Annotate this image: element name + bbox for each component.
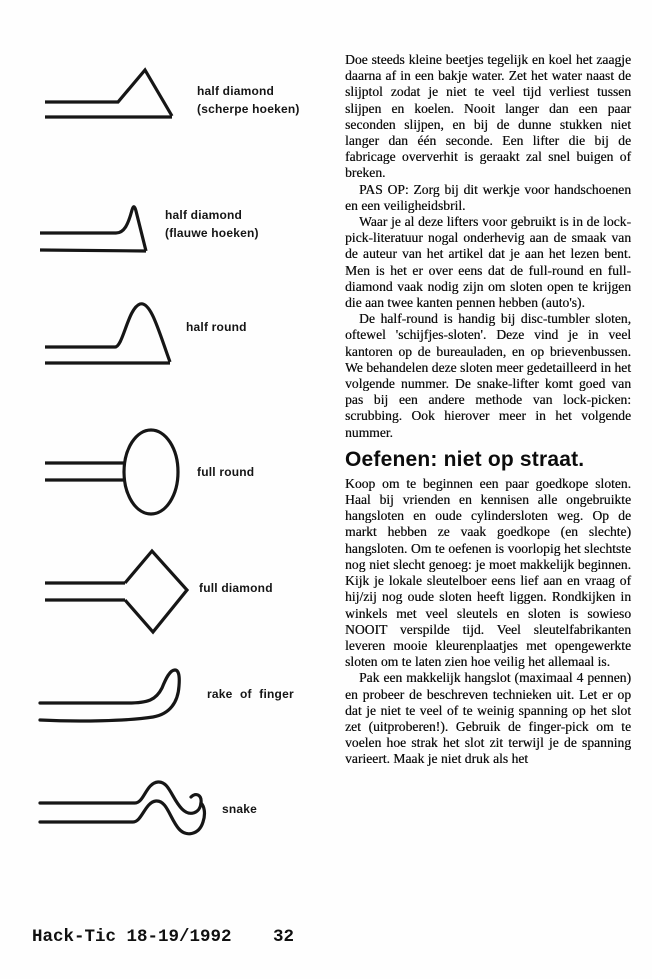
paragraph-practice-locks: Koop om te beginnen een paar goedkope sloten. Haal bij vrienden en kennisen alle ongebruikte hangsloten en oude cylindersloten weg. Op de markt hebben ze vaak goedkope (en slechte) hangsloten. Om te oefenen is voorlopig het slechtste nog niet slecht genoeg: je moet makkelijk beginnen. Kijk je lokale sleutelboer eens lief aan en vraag of hij/zij nog oude sloten heeft liggen. Rondkijken in winkels met veel sleutels en sloten is sowieso NOOIT verspilde tijd. Veel sleutelfabrikanten leveren mooie kleurenplaatjes met opengewerkte sloten om te laten zien hoe veilig het allemaal is. <box>345 475 631 670</box>
full-round-drawing <box>43 427 183 519</box>
pick-figure-half-diamond-sharp <box>43 66 175 120</box>
pick-label-line1: rake of finger <box>207 687 294 701</box>
snake-drawing <box>38 775 210 847</box>
page-footer <box>32 927 622 947</box>
pick-label-line1: full diamond <box>199 581 273 595</box>
pick-figure-full-round <box>43 427 183 519</box>
pick-label-line1: half round <box>186 320 247 334</box>
pick-figure-half-diamond-blunt <box>38 198 150 256</box>
section-heading: Oefenen: niet op straat. <box>345 447 585 471</box>
pick-label-full-round <box>197 463 254 481</box>
pick-label-rake <box>207 685 294 703</box>
pick-label-line1: full round <box>197 465 255 479</box>
pick-figure-rake <box>38 666 188 726</box>
footer-page-number: 32 <box>273 927 295 947</box>
article-column <box>345 52 631 768</box>
paragraph-half-round-snake: De half-round is handig bij disc-tumbler sloten, oftewel 'schijfjes-sloten'. Deze vind je in veel kantoren op de bureauladen, en op brievenbussen. We behandelen deze sloten meer gedetailleerd in het volgende nummer. De snake-lifter komt goed van pas bij een andere methode van lock-picken: scrubbing. Ook hierover meer in het volgende nummer. <box>345 311 631 440</box>
paragraph-lifter-usage: Waar je al deze lifters voor gebruikt is in de lock-pick-literatuur nogal onderhevig aan de smaak van de auteur van het artikel dat je aan het lezen bent. Men is het er over eens dat de full-round en full-diamond vaak nodig zijn om sloten open te krijgen die aan twee kanten pennen hebben (auto's). <box>345 214 631 311</box>
pick-label-line2: (scherpe hoeken) <box>197 102 300 116</box>
full-diamond-drawing <box>43 548 191 636</box>
pick-label-full-diamond <box>199 579 273 597</box>
pick-label-line1: half diamond <box>165 208 243 222</box>
footer-issue: Hack-Tic 18-19/1992 <box>32 927 232 947</box>
rake-drawing <box>38 666 188 726</box>
pick-figure-full-diamond <box>43 548 191 636</box>
pick-label-snake <box>222 800 257 818</box>
pick-label-line1: half diamond <box>197 84 275 98</box>
pick-label-half-diamond-sharp <box>197 82 300 118</box>
paragraph-easy-padlock: Pak een makkelijk hangslot (maximaal 4 pennen) en probeer de beschreven technieken uit. Let er op dat je niet te veel of te weinig spanning op het slot zet (uitproberen!). Gebruik de finger-pick om te voelen hoe strak het slot zit terwijl je de spanning varieert. Maak je niet druk als het <box>345 670 631 767</box>
paragraph-grinding-cooling: Doe steeds kleine beetjes tegelijk en koel het zaagje daarna af in een bakje water. Zet het water naast de slijptol zodat je niet te veel tijd verliest tussen slijpen en koelen. Nooit langer dan een paar seconden slijpen, en bij de dunne stukken niet langer dan één seconde. Een lifter die bij de fabricage oververhit is geraakt zal snel buigen of breken. <box>345 52 631 181</box>
half-diamond-blunt-drawing <box>38 198 150 256</box>
pick-label-half-round <box>186 318 247 336</box>
half-round-drawing <box>43 300 173 366</box>
paragraph-warning: PAS OP: Zorg bij dit werkje voor handschoenen en een veiligheidsbril. <box>345 181 631 213</box>
pick-figure-half-round <box>43 300 173 366</box>
pick-label-line2: (flauwe hoeken) <box>165 226 259 240</box>
half-diamond-sharp-drawing <box>43 66 175 120</box>
pick-figure-snake <box>38 775 210 847</box>
pick-label-line1: snake <box>222 802 258 816</box>
pick-label-half-diamond-blunt <box>165 206 259 242</box>
